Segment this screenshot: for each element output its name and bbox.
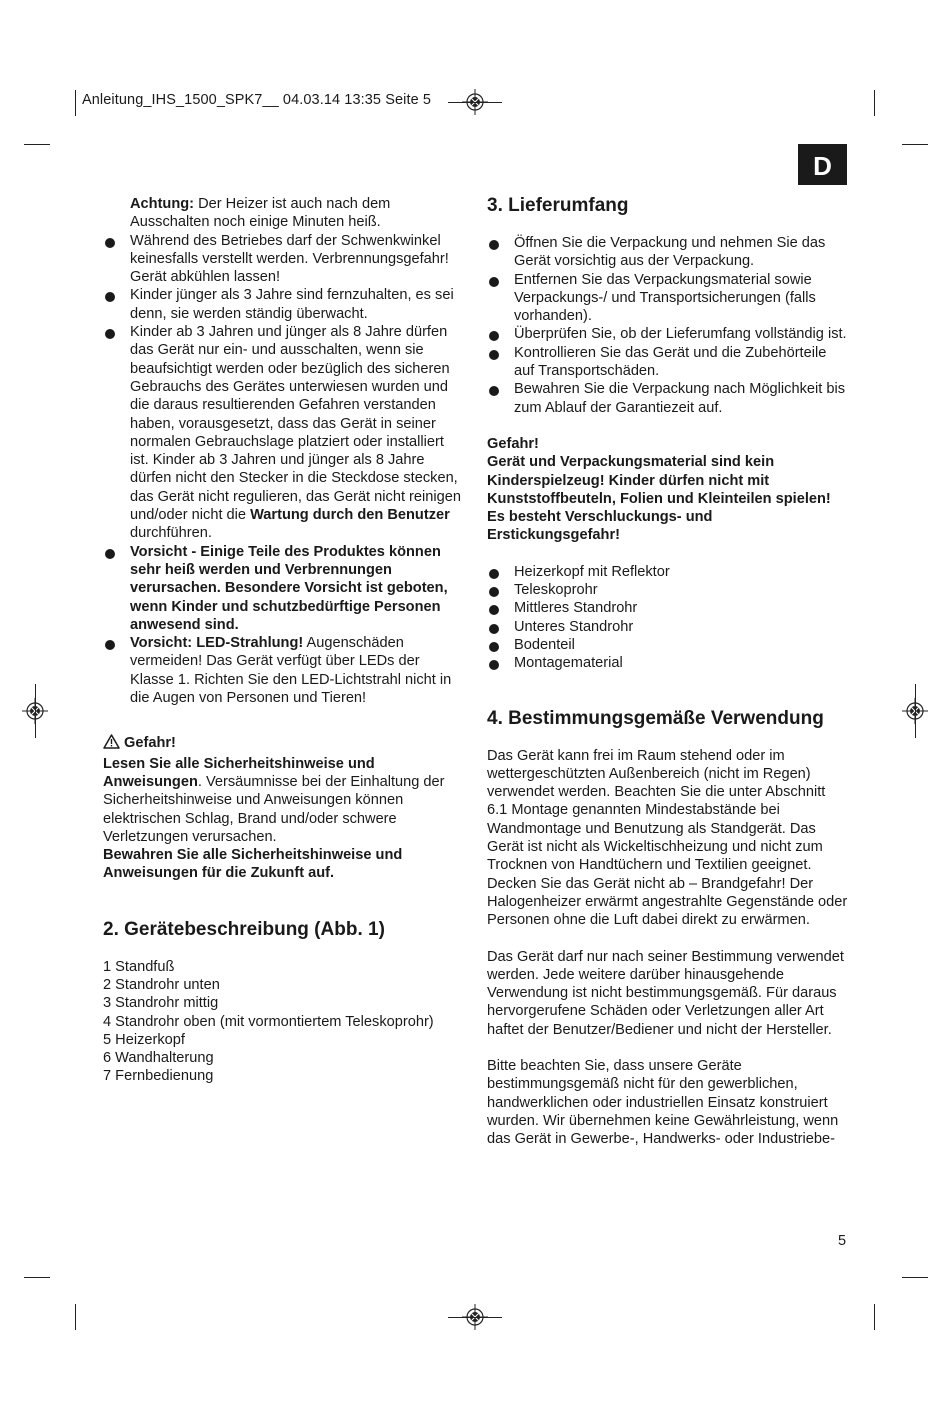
packaging-danger-text: Gerät und Verpackungsmaterial sind kein Kinderspielzeug! Kinder dürfen nicht mit Kunststoffbeuteln, Folien und Kleinteilen spielen! Es besteht Verschluckungs- und Erstickungsgefahr! bbox=[487, 454, 831, 544]
crop-mark-right-bottom bbox=[902, 1277, 928, 1278]
list-item: Vorsicht - Einige Teile des Produktes können sehr heiß werden und Verbrennungen verursachen. Besondere Vorsicht ist geboten, wenn Kinder und schutzbedürftige Personen anwesend sind. bbox=[103, 543, 465, 634]
danger-keep-note: Bewahren Sie alle Sicherheitshinweise und Anweisungen für die Zukunft auf. bbox=[103, 847, 403, 882]
list-item: 3 Standrohr mittig bbox=[103, 995, 219, 1012]
list-item: 4 Standrohr oben (mit vormontiertem Teleskoprohr) bbox=[103, 1013, 434, 1030]
list-item: 7 Fernbedienung bbox=[103, 1068, 214, 1085]
list-item: Kontrollieren Sie das Gerät und die Zubehörteile auf Transportschäden. bbox=[487, 344, 849, 381]
crop-mark-bottom-left bbox=[75, 1304, 76, 1330]
left-column bbox=[103, 195, 465, 1086]
language-badge: D bbox=[798, 144, 847, 185]
danger-text bbox=[103, 755, 465, 846]
print-slug: Anleitung_IHS_1500_SPK7__ 04.03.14 13:35 Seite 5 bbox=[82, 92, 432, 108]
registration-line-bottom bbox=[448, 1317, 502, 1318]
section-2-title: 2. Gerätebeschreibung (Abb. 1) bbox=[103, 918, 385, 940]
crop-mark-top-right bbox=[874, 90, 875, 116]
list-item: 5 Heizerkopf bbox=[103, 1031, 185, 1048]
page-number: 5 bbox=[838, 1233, 847, 1249]
bullet-tail: durchführen. bbox=[130, 525, 212, 542]
danger-title: Gefahr! bbox=[124, 735, 176, 752]
bullet-bold: Vorsicht: LED-Strahlung! bbox=[130, 635, 304, 652]
list-item: Während des Betriebes darf der Schwenkwinkel keinesfalls verstellt werden. Verbrennungsgefahr! Gerät abkühlen lassen! bbox=[103, 232, 465, 287]
list-item: Montagematerial bbox=[487, 654, 849, 672]
bullet-bold: Wartung durch den Benutzer bbox=[250, 507, 450, 524]
crop-mark-top-left bbox=[75, 90, 76, 116]
usage-paragraph: Das Gerät kann frei im Raum stehend oder im wettergeschützten Außenbereich (nicht im Regen) verwendet werden. Beachten Sie die unter Abschnitt 6.1 Montage genannten Mindestabstände bei Wandmontage und Benutzung als Standgerät. Das Gerät ist nicht als Wickeltischheizung und nicht zum Trocknen von Handtüchern und Textilien geeignet. Decken Sie das Gerät nicht ab – Brandgefahr! Der Halogenheizer erwärmt angestrahlte Gegenstände oder Personen ohne die Luft dabei direkt zu erwärmen. bbox=[487, 747, 848, 929]
list-item: Öffnen Sie die Verpackung und nehmen Sie das Gerät vorsichtig aus der Verpackung. bbox=[487, 234, 849, 271]
intro-text: Der Heizer ist auch nach dem Ausschalten noch einige Minuten heiß. bbox=[130, 196, 391, 231]
list-item: 1 Standfuß bbox=[103, 958, 175, 975]
list-item: Bewahren Sie die Verpackung nach Möglichkeit bis zum Ablauf der Garantiezeit auf. bbox=[487, 380, 849, 417]
bullet-text: Augenschäden vermeiden! Das Gerät verfügt über LEDs der Klasse 1. Richten Sie den LED-Lichtstrahl nicht in die Augen von Personen und Tieren! bbox=[130, 635, 452, 707]
section-3-title: 3. Lieferumfang bbox=[487, 195, 629, 216]
registration-line-left bbox=[35, 684, 36, 738]
crop-mark-left-bottom bbox=[24, 1277, 50, 1278]
packaging-danger-title: Gefahr! bbox=[487, 435, 539, 452]
list-item: 2 Standrohr unten bbox=[103, 976, 220, 993]
intro-warning bbox=[103, 195, 465, 232]
danger-bold: Lesen Sie alle Sicherheitshinweise und Anweisungen bbox=[103, 755, 375, 790]
list-item: Heizerkopf mit Reflektor bbox=[487, 563, 849, 581]
list-item bbox=[103, 634, 465, 707]
intro-label: Achtung: bbox=[130, 196, 195, 212]
usage-paragraph: Bitte beachten Sie, dass unsere Geräte bestimmungsgemäß nicht für den gewerblichen, handwerklichen oder industriellen Einsatz konstruiert wurden. Wir übernehmen keine Gewährleistung, wenn das Gerät in Gewerbe-, Handwerks- oder Industriebe- bbox=[487, 1057, 839, 1148]
list-item: Teleskoprohr bbox=[487, 581, 849, 599]
registration-line-right bbox=[915, 684, 916, 738]
warning-triangle-icon bbox=[103, 734, 120, 754]
bullet-text: Kinder ab 3 Jahren und jünger als 8 Jahre dürfen das Gerät nur ein- und ausschalten, wenn sie beaufsichtigt werden oder bezüglich des sicheren Gebrauchs des Gerätes unterwiesen wurden und die daraus resultierenden Gefahren verstanden haben, vorausgesetzt, dass das Gerät in seiner normalen Gebrauchslage platziert oder installiert ist. Kinder ab 3 Jahren und jünger als 8 Jahre dürfen nicht den Stecker in die Steckdose stecken, das Gerät nicht regulieren, das Gerät nicht reinigen und/oder nicht die bbox=[130, 324, 461, 524]
danger-heading bbox=[103, 734, 465, 754]
list-item: Kinder jünger als 3 Jahre sind fernzuhalten, es sei denn, sie werden ständig überwacht. bbox=[103, 286, 465, 323]
list-item: Bodenteil bbox=[487, 636, 849, 654]
list-item bbox=[103, 323, 465, 543]
registration-line-top bbox=[448, 102, 502, 103]
usage-paragraph: Das Gerät darf nur nach seiner Bestimmung verwendet werden. Jede weitere darüber hinausgehende Verwendung ist nicht bestimmungsgemäß. Für daraus hervorgerufene Schäden oder Verletzungen aller Art haftet der Benutzer/Bediener und nicht der Hersteller. bbox=[487, 948, 844, 1038]
section-4-title: 4. Bestimmungsgemäße Verwendung bbox=[487, 707, 824, 729]
crop-mark-bottom-right bbox=[874, 1304, 875, 1330]
right-column bbox=[487, 194, 849, 1148]
danger-body: . Versäumnisse bei der Einhaltung der Sicherheitshinweise und Anweisungen können elektrischen Schlag, Brand und/oder schwere Verletzungen verursachen. bbox=[103, 773, 445, 845]
list-item: Unteres Standrohr bbox=[487, 618, 849, 636]
crop-mark-right-top bbox=[902, 144, 928, 145]
list-item: Überprüfen Sie, ob der Lieferumfang vollständig ist. bbox=[487, 325, 849, 343]
crop-mark-left-top bbox=[24, 144, 50, 145]
list-item: 6 Wandhalterung bbox=[103, 1050, 214, 1067]
list-item: Entfernen Sie das Verpackungsmaterial sowie Verpackungs-/ und Transportsicherungen (falls vorhanden). bbox=[487, 271, 849, 326]
list-item: Mittleres Standrohr bbox=[487, 599, 849, 617]
